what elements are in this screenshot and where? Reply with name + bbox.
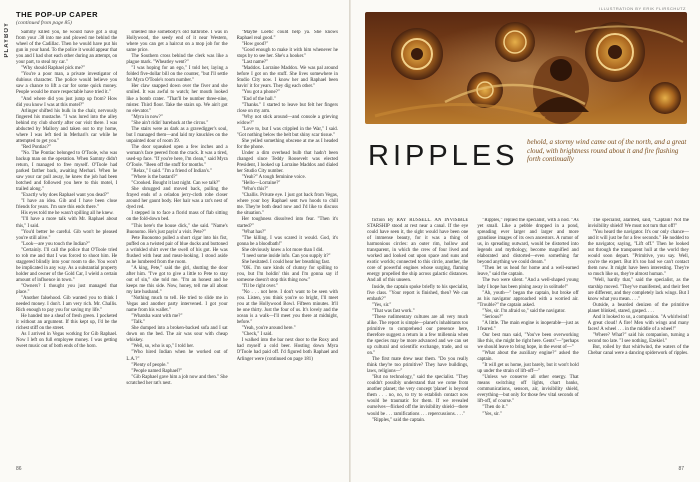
body-paragraph: fiction By RAY RUSSELL. AN INVISIBLE STARSHIP stood at rest near a canal. If the eye could have seen it, the sight would have been one of immense beauty, for it was a thing of harmonious circles: an outer rim, hollow and transparent, in which the crew of four lived and worked and looked out upon space and suns and exotic worlds; connected to this circle, another, the core of powerful engines whose surging, flaming energy propelled the ship across galactic distances. And all of this unseen. (367, 218, 469, 284)
body-paragraph: "Certainly. I'll call the police that O'Toole tried to rob me and that I was forced to shoot him. He staggered blindly into your room to die. You won't be implicated in any way. As a substantial property holder and owner of the Gold Car, I wield a certain amount of influence in town." (16, 247, 118, 283)
body-paragraph: "A little. The main engine is inoperable—just as I feared." (477, 320, 579, 332)
right-page (351, 0, 700, 482)
body-paragraph: Pete Buonomo pulled a short cigar into his fist, puffed on a twisted pair of blue ducks and buttoned a wrinkled shirt over the swell of his gut. He was flushed with heat and meat-looking. I stood aside as he lumbered from the room. (126, 235, 228, 265)
body-paragraph: "OK. I'm sure kinds of clumsy for spilling to you, but I'm holdin' this and I'm gonna say if someone doesn't stop this thing now." (236, 265, 338, 283)
body-paragraph: "Thanks." I started to leave but felt her fingers close on my arm. (236, 102, 338, 114)
body-paragraph: "I have an idea. Gib and I have been close friends for years. I'm sure this ends there." (16, 199, 118, 211)
body-paragraph: "How good?" (241, 42, 269, 48)
body-paragraph: Her claw snapped down over the fiver and she smiled. It was awful to watch; her mouth looked like a bomb crater. "That'll be number three-nine, mister. Third floor. Take the stairs up. We ain't got no elevator." (126, 84, 228, 114)
right-column-3 (588, 218, 689, 466)
body-paragraph: "Myra in now?" (131, 114, 163, 120)
body-paragraph: "Look—are you touch the Indian?" (21, 241, 90, 247)
body-paragraph: And it looked to us, a companion. "A whirlwind! A great cloud! A fire! Men with wings and many faces! A wheel . . . in the middle of a wheel!" (587, 314, 689, 332)
body-paragraph: "A king, Pete," said the girl, shutting the door after him. "I've got to give a little to Pete to stay out of sin," she told me. "I'm an honest and he keeps me this side. Now, honey, tell me all about my late husband." (126, 265, 228, 296)
left-page (0, 0, 349, 482)
continuation-header (16, 10, 336, 26)
body-paragraph: "Yeah, you're around here." (241, 326, 296, 332)
illustration-image (365, 12, 687, 124)
right-column-1 (367, 218, 468, 466)
body-paragraph: "Who's this?" (241, 187, 269, 193)
body-paragraph: "The killing. I was scared it would. God, it's gonna be a bloodbath!" (236, 235, 338, 247)
body-paragraph: "Where is the bastard?" (131, 175, 178, 181)
body-paragraph: "Unless we conserve all other energy. That means switching off lights, chart banks, communications, sensors, air, invisibility shield, everything—but only for those few vital seconds of lift-off, of course." (477, 375, 579, 405)
body-paragraph: Under a dim overhead bulb that hadn't been changed since Teddy Roosevelt was elected President, I looked up Lorraine Maddox and dialed her Studio City number. (236, 150, 338, 175)
body-paragraph: "Nothing much to tell. He tried to slide me in Vegas and another party intervened. I got your name from his wallet." (126, 296, 228, 314)
body-paragraph: "Red Pontiac?" (21, 144, 51, 150)
body-paragraph: Outside, a bearded denizen of the primitive planet blinked, stared, gasped. . . . (587, 302, 689, 314)
body-paragraph: She hesitated. I could hear her breathing fast. (241, 259, 331, 265)
body-paragraph: Sammy killed you, he would have got a slug from your .38 into me and plowed me behind the wheel of the Cadillac. Then he would have put his gun in your hand. To the police it would appear that you and I had shot each other during an attempt, on your part, to steal my car." (16, 30, 118, 66)
body-paragraph: "What about the auxiliary engine?" asked the captain. (477, 351, 579, 363)
body-paragraph: "Well, hardly that," said the specialist, as the starship moved. "They've manifested, and their feet are different, and they completely lack wings. But I know what you mean. . . ." (587, 278, 689, 302)
body-paragraph: Our best man said, "You've been overworking like this, she might be right here. Gents"—"perhaps we should leave to bring hope, in the event of—" (477, 332, 579, 350)
body-paragraph: "Well, so, who is up," I told her. (131, 344, 195, 350)
left-column-3 (237, 30, 338, 460)
body-paragraph: "And where did you just jump up from? How did you know I was at this motel?" (16, 96, 118, 108)
body-paragraph: "No. The Pontiac belonged to O'Toole, who was backup man on the operation. When Sammy didn't return, I managed to free myself. O'Toole had parked farther back, awaiting Merhari. When he saw your car pull away, he knew the job had been botched and followed you here to this motel, I trailed along." (16, 150, 118, 193)
body-paragraph: "You're a poor man, a private investigator of dubious character. The police would believe you saw a chance to lift a car for some quick money. People would be more respectable have tried it." (16, 72, 118, 96)
body-paragraph: The first mate drew near them. "Do you really think they're too primitive? They have buildings, laws, religions—" (367, 357, 469, 375)
right-page-columns (367, 218, 689, 466)
body-paragraph: "People named Raphael?" (131, 368, 183, 374)
body-paragraph: "It will get us home, just barely, but it won't hold up under the strain of lift-off—" (477, 363, 579, 375)
right-column-2 (477, 218, 578, 466)
body-paragraph: Her toughness dissolved into fear. "Then it's started?" (236, 217, 338, 229)
story-dek: behold, a stormy wind came out of the north, and a great cloud, with brightness round about it and fire flashing forth continually (527, 138, 687, 164)
body-paragraph: The stairs were as dark as a gravedigger's soul, but I managed them—and laid my knuckles on the unpainted door of room 39. (126, 126, 228, 144)
body-paragraph: I stepped in to face a florid mass of flab sitting on the fold-down bed. (126, 211, 228, 223)
left-page-number: 86 (16, 466, 22, 472)
body-paragraph: "Talk." (131, 320, 146, 326)
body-paragraph: I walked into the bar next door to the Roxy and had myself a cold beer. Hosting down Myra O'Toole had paid off. I'd figured both Raphael and Arlinger were (continued on page 181) (236, 338, 338, 362)
body-paragraph: "Maybe Loetic could help ya. She knows Raphael real good." (236, 30, 338, 42)
body-paragraph: "Gib Raphael gave him a job now and then." She scratched her rat's nest. (126, 374, 228, 386)
body-paragraph: "I'll have a more talk with Mr. Raphael about this," I said. (16, 217, 118, 229)
body-paragraph: "I was hoping for an ego," I told her, laying a folded five-dollar bill on the counter, "but I'll settle for Myra O'Toole's room number." (126, 66, 228, 84)
body-paragraph: "Serious?" (482, 314, 504, 320)
body-paragraph: "Yes, sir." (372, 302, 392, 308)
running-title: THE POP-UP CAPER (16, 10, 99, 19)
body-paragraph: The Southern cross behind the clerk was like a plague mark. "Wheatley went?" (126, 54, 228, 66)
body-paragraph: Inside, the captain spoke briefly to his specialist, five class. "Your report is finished, then? We can embark?" (367, 284, 469, 302)
body-paragraph: "Crooked. Bought it last night. Can we talk?" (131, 181, 221, 187)
body-paragraph: She obviously knew a lot more than I did. (241, 247, 324, 253)
body-paragraph: "Then let us head for home and a well-earned leave," said the captain. (477, 266, 579, 278)
body-paragraph: "Where? What?" said his companion, turning a second too late. "I see nothing, Ezekiel." (587, 332, 689, 344)
body-paragraph: "End of the hall." (241, 96, 276, 102)
body-paragraph: As I arrived in Vegas working for Gib Raphael. Now I left on full employee money. I was getting sweet music out of both ends of the horn. (16, 332, 118, 350)
body-paragraph: "But no technology," said the specialist. "They couldn't possibly understand that we come from another planet; the very concept 'planet' is beyond them . . . no, no, to try to establish contact now would be traumatic for them. If we revealed ourselves—flicked off the invisibility shield—there would be . . . ramifications . . . repercussions. . . ." (367, 375, 469, 417)
body-paragraph: "Exactly why does Raphael want you dead?" (21, 193, 109, 199)
body-paragraph: "Another falsehood. Gib wanted you to think I needed money. I don't. I am very rich. Mr. Challis. Rich enough to pay you for saving my life." (16, 296, 118, 314)
body-paragraph: "You'd better be careful. Gib won't be pleased you're still alive." (16, 229, 118, 241)
ezekiel-wheel-illustration (365, 12, 687, 124)
left-page-columns (16, 30, 338, 460)
body-paragraph: "Why should Raphael pick me?" (21, 66, 86, 72)
left-column-1 (16, 30, 117, 460)
body-paragraph: "Hello—Lorraine?" (241, 181, 281, 187)
body-paragraph: "You heard the navigator. It's our only chance—and it will just be for a few seconds." He nodded to the navigator, saying, "Lift off." Then he looked out through the transparent hull at the world they would soon depart. "Primitive, you say. Well, you're the expert. But it's too bad we can't contact them now. It might have been interesting. They're so much like us, they're almost human." (587, 230, 689, 278)
body-paragraph: He handed me a sheaf of fresh green. I pocketed it without an argument. If this kept up, I'd be the richest stiff on the street. (16, 314, 118, 332)
body-paragraph: "Maddox. Lorraine Maddox. We was pal around before I got on the stuff. She lives somewhere in Studio City now. I know her and Raphael been havin' it for years. They dig each other." (236, 66, 338, 90)
body-paragraph: "Whatsha want with me?" (131, 314, 183, 320)
body-paragraph: "This here's the house dick," she said. "Name's Buonomo. He's just payin' a visit. Pete?" (126, 223, 228, 235)
body-paragraph: "What has?" (241, 229, 267, 235)
body-paragraph: "Challis. Private eye. I just got back from Vegas, where your boy Raphael sent two hoods to chill me. They're both dead now and I'd like to discuss the situation." (236, 193, 338, 217)
body-paragraph: "Owners? I thought you just managed that place." (16, 283, 118, 296)
body-paragraph: "Relax," I said. "I'm a friend of Indian's." (131, 169, 212, 175)
body-paragraph: "Ah, youth—" began the captain, but broke off as his navigator approached with a worried air. "Trouble?" the captain asked. (477, 290, 579, 308)
body-paragraph: "I'll be right over." (241, 283, 279, 289)
body-paragraph: "No . . . not here. I don't want to be seen with you. Listen, you think you're so bright, I'll meet you at the Hollywood Bowl. Fifteen minutes. It'll be one thirty. Just the four of us. It's lovely and the ocean is a walk—I'll meet you there at midnight, before." (236, 290, 338, 326)
body-paragraph: "Then do it." (482, 405, 508, 411)
right-page-number: 87 (678, 466, 684, 472)
body-paragraph: "That was fast work." (372, 308, 415, 314)
body-paragraph: "Plenty of people." (131, 362, 169, 368)
body-paragraph: She yelled something obscene at me as I headed for the phone. (236, 138, 338, 150)
body-paragraph: The two were silent. "And a well-shaped young lady I hope has been pining away in solitude!" (477, 278, 579, 290)
body-paragraph: She shrugged and moved back, pulling the frayed ends of a celadon jerry-cloth robe closer around her gaunt body. Her hair was a rat's nest of dyed red. (126, 187, 228, 211)
body-paragraph: "Who hired Indian when he worked out of L.A.?" (126, 350, 228, 362)
continued-from-note: (continued from page 85) (16, 20, 72, 26)
body-paragraph: "Good enough to make it with him whenever he stops by to see her. She's a hooker." (236, 48, 338, 60)
body-paragraph: "She ain't ridin' bareback at the circus." (131, 120, 209, 126)
body-paragraph: "These rudimentary cultures are all very much alike. The report is simple—planet's inhabitants too primitive to comprehend our presence here, therefore suggest a return in a few millennia when the species may be more advanced and we can set up cultural and scientific exchange, trade, and so on." (367, 314, 469, 357)
body-paragraph: "Love to, but I was crippled in the War," I said. "Got nothing below the belt but shiny scar tissue." (236, 126, 338, 138)
body-paragraph: The door squeaked open a few inches and a woman's face peered from the crack. It was a tired, used-up face. "If you're here, I'm clean," said Myra O'Toole. "Been off the stuff for months." (126, 144, 228, 169)
magazine-side-label: PLAYBOY (4, 22, 10, 58)
body-paragraph: She dumped into a broken-backed sofa and I sat down on the bed. The air was sour with cheap whiskey. (126, 326, 228, 344)
body-paragraph: "You got a phone?" (241, 90, 280, 96)
story-title: RIPPLES (368, 140, 519, 172)
body-paragraph: "Yes, sir. I'm afraid so," said the navigator. (482, 308, 566, 314)
body-paragraph: "Ripples," replied the specialist, with a nod. "As yet small. Like a pebble dropped in a pond, spreading ever larger and larger and more grandiose images of its own ancestors. A rumor of us, in spreading outward, would be distorted into legends and mythology, become magnified and elaborated and distorted—even something far beyond anything we could dream." (477, 218, 579, 266)
left-column-2 (126, 30, 227, 460)
body-paragraph: "Ripples," said the captain. (372, 417, 426, 423)
body-paragraph: "Check," I said. (241, 332, 273, 338)
body-paragraph: "I need some inside info. Can you supply it?" (241, 253, 331, 259)
body-paragraph: His eyes told me he wasn't spilling all he knew. (21, 211, 114, 217)
body-paragraph: The specialist, alarmed, said, "Captain! Not the invisibility shield! We must not turn that off!" (587, 218, 689, 230)
illustration-credit: ILLUSTRATION BY ERIK FLIRSCHUTZ (599, 6, 686, 11)
body-paragraph: "Last name?" (241, 60, 269, 66)
body-paragraph: smelled like somebody's old bathrobe. I was in Hollywood, the seedy end of it near Western, where you can get a haircut on a mop job for the same price. (126, 30, 228, 54)
body-paragraph: "Yeah?" A tough feminine voice. (241, 175, 306, 181)
body-paragraph: But, roiled by that whirlwind, the waters of the Chebar canal were a dancing spiderwork of ripples. (587, 344, 689, 357)
body-paragraph: Arlinger shifted his bulk in the chair, nervously fingered his mustache. "I was lured into the alley behind my club shortly after our visit there. I was abducted by Mallory and taken out to my home, where I was left tied in Merhari's car while he attempted to get you." (16, 108, 118, 144)
body-paragraph: "Yes, sir." (482, 411, 502, 417)
body-paragraph: "Why not stick around—and console a grieving widow?" (236, 114, 338, 126)
